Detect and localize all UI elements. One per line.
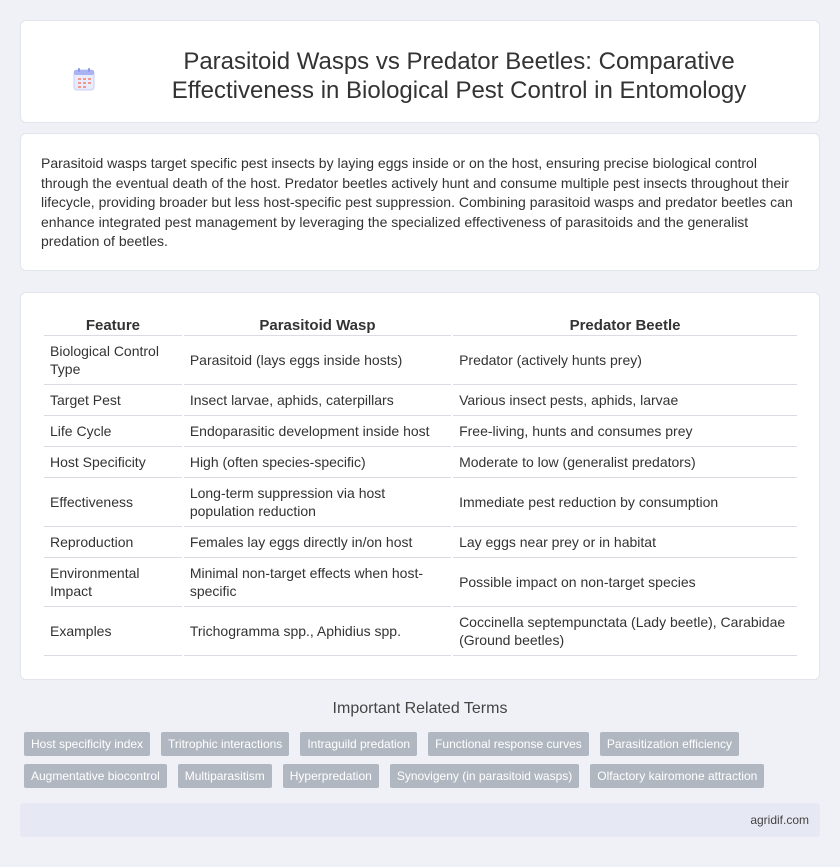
header-parasitoid-wasp: Parasitoid Wasp bbox=[184, 315, 451, 336]
row-beetle-value: Free-living, hunts and consumes prey bbox=[453, 416, 797, 447]
row-feature: Biological Control Type bbox=[44, 336, 182, 385]
comparison-table bbox=[42, 315, 799, 656]
related-term-tag[interactable]: Host specificity index bbox=[24, 732, 150, 756]
row-beetle-value: Coccinella septempunctata (Lady beetle), Carabidae (Ground beetles) bbox=[453, 607, 797, 656]
related-term-tag[interactable]: Synovigeny (in parasitoid wasps) bbox=[390, 764, 579, 788]
related-term-tag[interactable]: Augmentative biocontrol bbox=[24, 764, 167, 788]
row-beetle-value: Various insect pests, aphids, larvae bbox=[453, 385, 797, 416]
page-title: Parasitoid Wasps vs Predator Beetles: Comparative Effectiveness in Biological Pest Control in Entomology bbox=[171, 48, 747, 104]
table-row bbox=[44, 336, 797, 385]
related-term-tag[interactable]: Olfactory kairomone attraction bbox=[590, 764, 764, 788]
row-beetle-value: Moderate to low (generalist predators) bbox=[453, 447, 797, 478]
intro-card bbox=[20, 133, 820, 271]
table-row bbox=[44, 558, 797, 607]
table-header-row bbox=[44, 315, 797, 336]
related-term-tag[interactable]: Tritrophic interactions bbox=[161, 732, 289, 756]
header-feature: Feature bbox=[44, 315, 182, 336]
table-row bbox=[44, 607, 797, 656]
row-wasp-value: Minimal non-target effects when host-specific bbox=[184, 558, 451, 607]
footer-bar bbox=[20, 803, 820, 837]
table-row bbox=[44, 385, 797, 416]
header-predator-beetle: Predator Beetle bbox=[453, 315, 797, 336]
row-wasp-value: Insect larvae, aphids, caterpillars bbox=[184, 385, 451, 416]
row-wasp-value: Endoparasitic development inside host bbox=[184, 416, 451, 447]
title-card bbox=[20, 20, 820, 123]
row-wasp-value: Parasitoid (lays eggs inside hosts) bbox=[184, 336, 451, 385]
row-feature: Environmental Impact bbox=[44, 558, 182, 607]
table-row bbox=[44, 527, 797, 558]
comparison-card bbox=[20, 292, 820, 680]
related-term-tag[interactable]: Parasitization efficiency bbox=[600, 732, 739, 756]
table-row bbox=[44, 478, 797, 527]
related-terms-heading: Important Related Terms bbox=[332, 700, 508, 717]
row-beetle-value: Predator (actively hunts prey) bbox=[453, 336, 797, 385]
row-beetle-value: Immediate pest reduction by consumption bbox=[453, 478, 797, 527]
related-term-tag[interactable]: Multiparasitism bbox=[178, 764, 272, 788]
row-wasp-value: Trichogramma spp., Aphidius spp. bbox=[184, 607, 451, 656]
row-feature: Effectiveness bbox=[44, 478, 182, 527]
row-feature: Examples bbox=[44, 607, 182, 656]
row-feature: Life Cycle bbox=[44, 416, 182, 447]
related-term-tag[interactable]: Intraguild predation bbox=[300, 732, 417, 756]
table-row bbox=[44, 416, 797, 447]
intro-paragraph: Parasitoid wasps target specific pest insects by laying eggs inside or on the host, ensuring precise biological control through the eventual death of the host. Predator beetles actively hunt and consume multiple pest insects throughout their lifecycle, providing broader but less host-specific pest suppression. Combining parasitoid wasps and predator beetles can enhance integrated pest management by leveraging the specialized effectiveness of parasitoids and the generalist predation of beetles. bbox=[41, 155, 793, 250]
row-wasp-value: High (often species-specific) bbox=[184, 447, 451, 478]
row-wasp-value: Females lay eggs directly in/on host bbox=[184, 527, 451, 558]
calendar-grid-icon bbox=[73, 67, 95, 91]
row-feature: Host Specificity bbox=[44, 447, 182, 478]
related-terms-tags bbox=[20, 732, 820, 796]
row-beetle-value: Possible impact on non-target species bbox=[453, 558, 797, 607]
related-term-tag[interactable]: Hyperpredation bbox=[283, 764, 379, 788]
related-term-tag[interactable]: Functional response curves bbox=[428, 732, 589, 756]
row-feature: Target Pest bbox=[44, 385, 182, 416]
table-row bbox=[44, 447, 797, 478]
footer-domain-link[interactable]: agridif.com bbox=[750, 813, 809, 827]
row-feature: Reproduction bbox=[44, 527, 182, 558]
row-beetle-value: Lay eggs near prey or in habitat bbox=[453, 527, 797, 558]
row-wasp-value: Long-term suppression via host population reduction bbox=[184, 478, 451, 527]
